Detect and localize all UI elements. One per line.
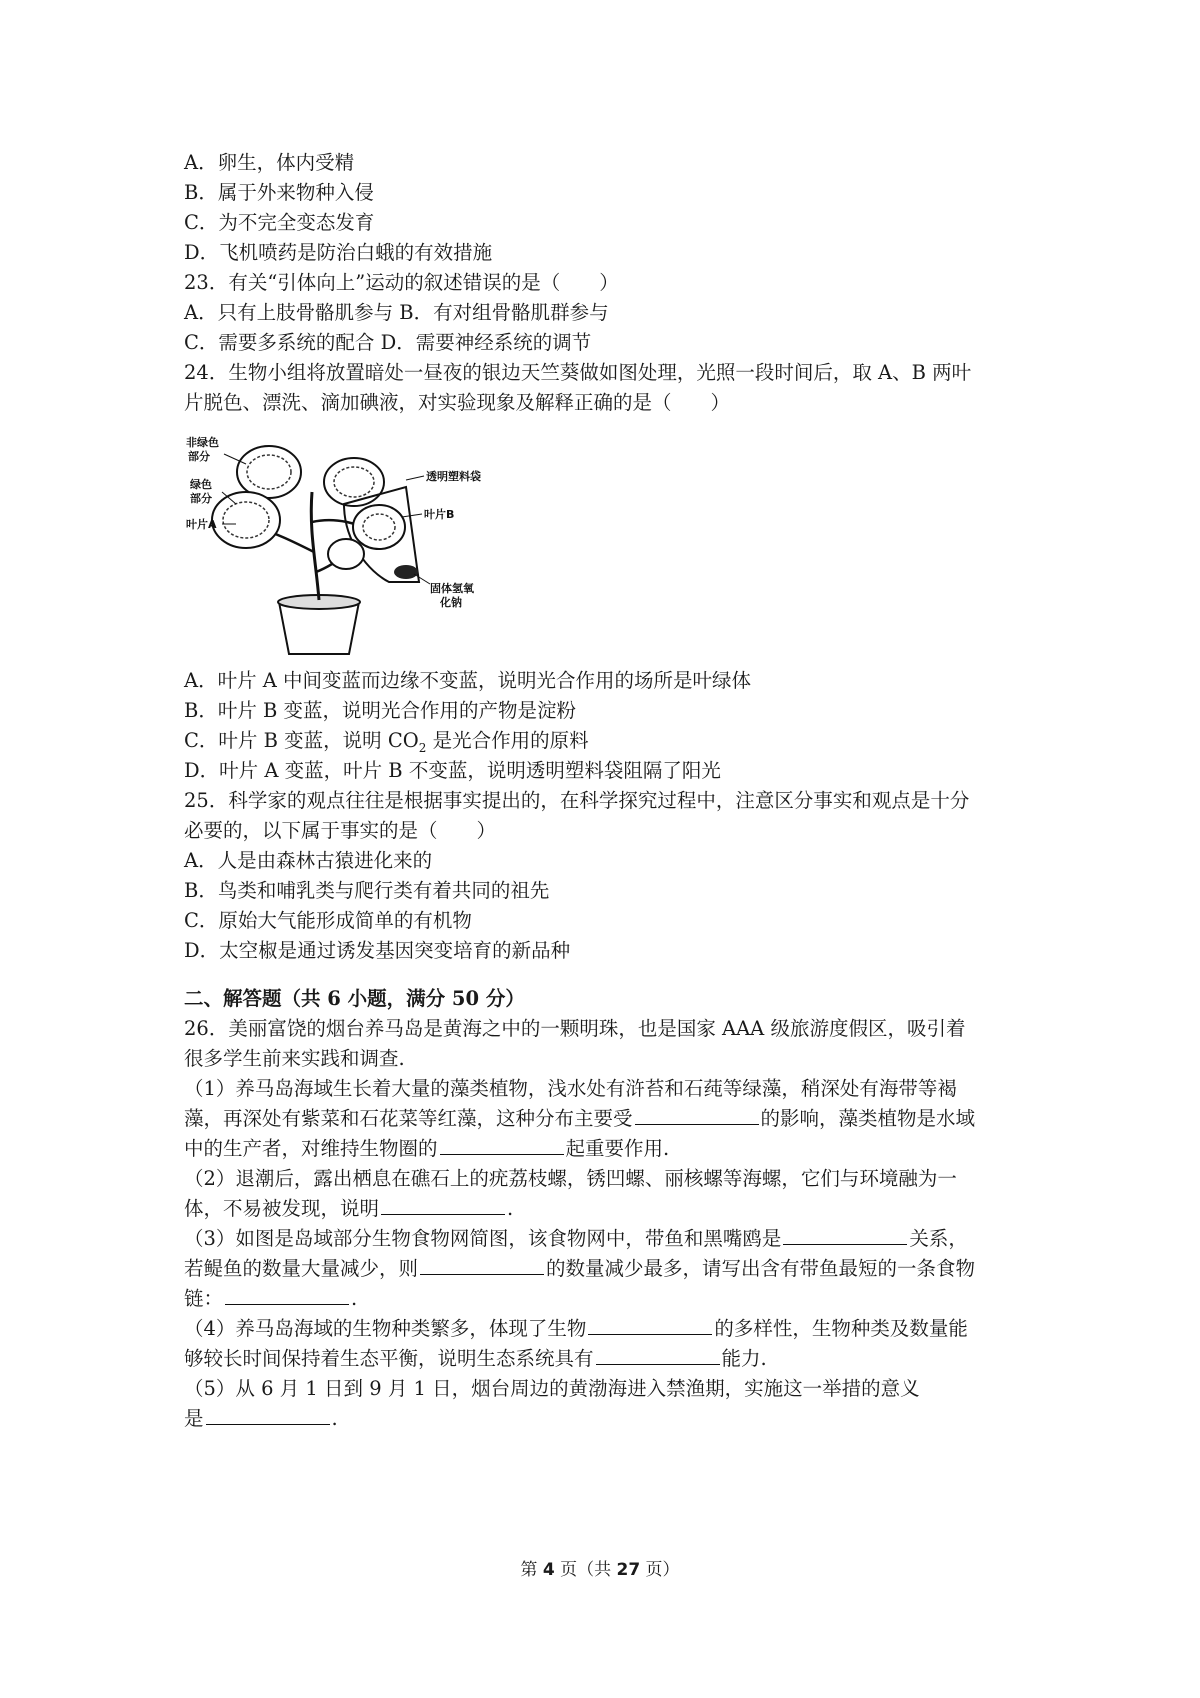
- answer-blank[interactable]: [440, 1153, 564, 1155]
- q25-option-c: C．原始大气能形成简单的有机物: [184, 909, 472, 932]
- answer-blank[interactable]: [783, 1243, 907, 1245]
- geranium-experiment-figure: [184, 432, 504, 660]
- q25-option-b: B．鸟类和哺乳类与爬行类有着共同的祖先: [184, 879, 550, 902]
- q26-p3-line1: （3）如图是岛域部分生物食物网简图，该食物网中，带鱼和黑嘴鸥是 关系，: [184, 1227, 968, 1250]
- q23-options-cd: C．需要多系统的配合 D．需要神经系统的调节: [184, 331, 592, 354]
- page-content: [184, 148, 1034, 1434]
- q26-stem-line2: 很多学生前来实践和调查.: [184, 1047, 405, 1070]
- q26-p1-line1: （1）养马岛海域生长着大量的藻类植物，浅水处有浒苔和石莼等绿藻，稍深处有海带等褐: [184, 1077, 957, 1100]
- q26-p5-line2: 是 .: [184, 1407, 338, 1430]
- label-bag: 透明塑料袋: [426, 470, 481, 483]
- total-pages: 27: [616, 1560, 641, 1580]
- label-leaf-a: 叶片A: [186, 518, 217, 531]
- answer-blank[interactable]: [381, 1213, 505, 1215]
- plant-stem: [311, 492, 319, 600]
- leaf-b: [353, 505, 405, 549]
- q26-stem-line1: 26．美丽富饶的烟台养马岛是黄海之中的一颗明珠，也是国家 AAA 级旅游度假区，吸引着: [184, 1017, 966, 1040]
- answer-blank[interactable]: [225, 1303, 349, 1305]
- label-non-green-2: 部分: [188, 450, 210, 463]
- q22-option-d: D．飞机喷药是防治白蛾的有效措施: [184, 241, 493, 264]
- page-number: 4: [542, 1560, 555, 1580]
- page-footer: 第 4 页（共 27 页）: [520, 1560, 680, 1580]
- q24-option-c-sub: 2: [418, 740, 427, 755]
- label-non-green: 非绿色: [186, 436, 219, 449]
- q26-p3-line2: 若鳀鱼的数量大量减少，则 的数量减少最多，请写出含有带鱼最短的一条食物: [184, 1257, 976, 1280]
- q24-option-c-pre: C．叶片 B 变蓝，说明 CO: [184, 729, 419, 752]
- q23-options-ab: A．只有上肢骨骼肌参与 B．有对组骨骼肌群参与: [184, 301, 609, 324]
- q25-option-d: D．太空椒是通过诱发基因突变培育的新品种: [184, 939, 571, 962]
- q22-option-a: A．卵生，体内受精: [184, 151, 355, 174]
- q25-option-a: A．人是由森林古猿进化来的: [184, 849, 433, 872]
- q25-stem-line1: 25．科学家的观点往往是根据事实提出的，在科学探究过程中，注意区分事实和观点是十分: [184, 789, 970, 812]
- q25-stem-line2: 必要的，以下属于事实的是（ ）: [184, 819, 497, 842]
- answer-blank[interactable]: [596, 1363, 720, 1365]
- q24-option-b: B．叶片 B 变蓝，说明光合作用的产物是淀粉: [184, 699, 577, 722]
- q24-option-a: A．叶片 A 中间变蓝而边缘不变蓝，说明光合作用的场所是叶绿体: [184, 669, 752, 692]
- q26-p2-line1: （2）退潮后，露出栖息在礁石上的疣荔枝螺，锈凹螺、丽核螺等海螺，它们与环境融为一: [184, 1167, 957, 1190]
- q26-p1-line3: 中的生产者，对维持生物圈的 起重要作用.: [184, 1137, 670, 1160]
- q26-p5-line1: （5）从 6 月 1 日到 9 月 1 日，烟台周边的黄渤海进入禁渔期，实施这一举措的意义: [184, 1377, 920, 1400]
- answer-blank[interactable]: [206, 1423, 330, 1425]
- label-green-2: 部分: [190, 492, 212, 505]
- q24-stem-line1: 24．生物小组将放置暗处一昼夜的银边天竺葵做如图处理，光照一段时间后，取 A、B 两叶: [184, 361, 972, 384]
- plant-diagram: [184, 432, 504, 660]
- q22-option-c: C．为不完全变态发育: [184, 211, 375, 234]
- q26-p2-line2: 体，不易被发现，说明 .: [184, 1197, 514, 1220]
- answer-blank[interactable]: [588, 1333, 712, 1335]
- label-leaf-b: 叶片B: [424, 508, 455, 521]
- label-naoh-2: 化钠: [440, 596, 462, 609]
- answer-blank[interactable]: [635, 1123, 759, 1125]
- q22-option-b: B．属于外来物种入侵: [184, 181, 374, 204]
- q26-p4-line1: （4）养马岛海域的生物种类繁多，体现了生物 的多样性，生物种类及数量能: [184, 1317, 968, 1340]
- answer-blank[interactable]: [420, 1273, 544, 1275]
- section-heading: 二、解答题（共 6 小题，满分 50 分）: [184, 987, 525, 1010]
- q24-option-d: D．叶片 A 变蓝，叶片 B 不变蓝，说明透明塑料袋阻隔了阳光: [184, 759, 721, 782]
- q23-stem: 23．有关“引体向上”运动的叙述错误的是（ ）: [184, 271, 619, 294]
- label-naoh: 固体氢氧: [430, 582, 474, 595]
- label-green: 绿色: [190, 478, 212, 491]
- q26-p4-line2: 够较长时间保持着生态平衡，说明生态系统具有 能力.: [184, 1347, 767, 1370]
- q24-option-c-post: 是光合作用的原料: [426, 729, 589, 752]
- q24-option-c: [184, 726, 1034, 756]
- q24-stem-line2: 片脱色、漂洗、滴加碘液，对实验现象及解释正确的是（ ）: [184, 391, 731, 414]
- q26-p1-line2: 藻，再深处有紫菜和石花菜等红藻，这种分布主要受 的影响，藻类植物是水域: [184, 1107, 976, 1130]
- q26-p3-line3: 链： .: [184, 1287, 358, 1310]
- leaf-a: [212, 492, 280, 548]
